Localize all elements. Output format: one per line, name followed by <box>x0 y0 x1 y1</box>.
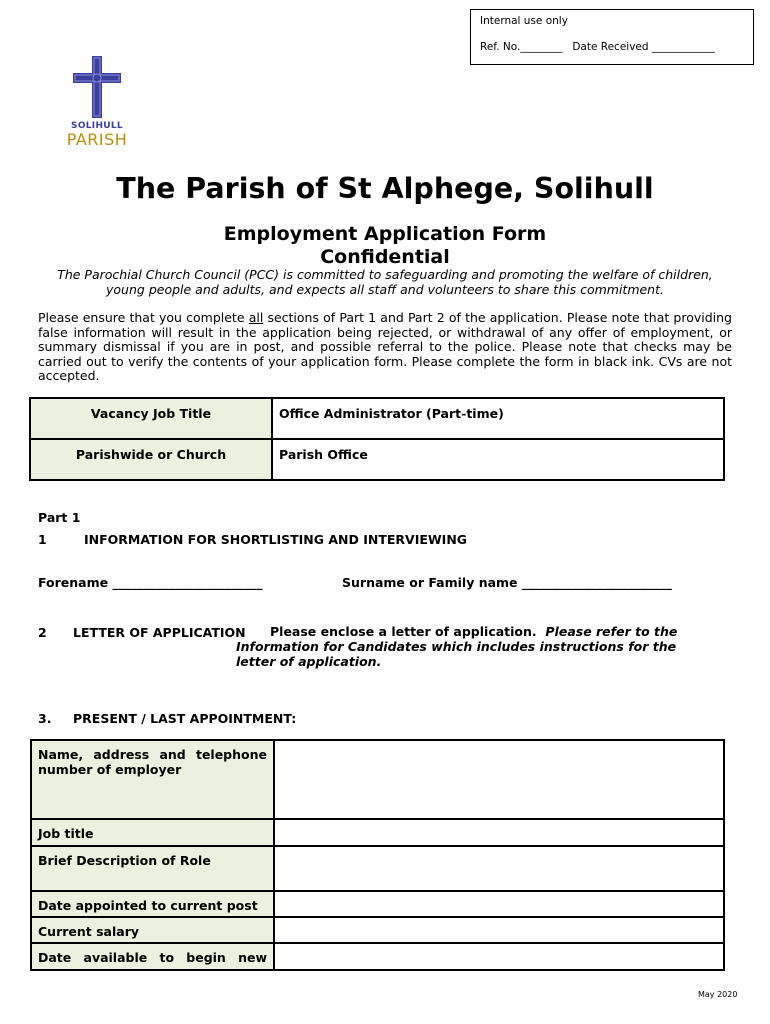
cross-icon <box>64 54 130 120</box>
table-row <box>31 846 724 891</box>
surname-field[interactable]: Surname or Family name ________________________ <box>342 575 672 590</box>
intro-paragraph <box>38 311 732 384</box>
intro-before: Please ensure that you complete <box>38 310 249 325</box>
employer-label: Name, address and telephone number of employer <box>31 740 274 819</box>
table-row <box>31 740 724 819</box>
section2-number: 2 <box>38 625 47 640</box>
current-salary-label: Current salary <box>31 917 274 943</box>
section2-title: LETTER OF APPLICATION <box>73 625 246 640</box>
logo-solihull-text: SOLIHULL <box>71 121 123 131</box>
table-row <box>30 439 724 480</box>
date-appointed-label: Date appointed to current post <box>31 891 274 917</box>
vacancy-job-title-label: Vacancy Job Title <box>30 398 272 439</box>
commitment-statement <box>30 267 740 297</box>
part1-label: Part 1 <box>38 510 81 525</box>
table-row <box>31 943 724 970</box>
internal-use-box <box>470 9 754 65</box>
table-row <box>31 819 724 846</box>
job-title-label: Job title <box>31 819 274 846</box>
section1-title: INFORMATION FOR SHORTLISTING AND INTERVIEWING <box>84 532 468 547</box>
ref-no-field[interactable]: Ref. No.________ <box>480 41 563 53</box>
form-title: Employment Application Form <box>223 223 547 245</box>
date-available-input[interactable] <box>274 943 724 970</box>
intro-underlined: all <box>248 310 264 325</box>
role-description-label: Brief Description of Role <box>31 846 274 891</box>
letter-instructions <box>236 624 706 669</box>
section1-number: 1 <box>38 532 47 547</box>
date-appointed-input[interactable] <box>274 891 724 917</box>
table-row <box>31 891 724 917</box>
date-available-label: Date available to begin new <box>31 943 274 970</box>
letter-instruction-text: Please enclose a letter of application. <box>270 624 537 639</box>
table-row <box>31 917 724 943</box>
parish-logo <box>64 54 136 150</box>
location-value[interactable]: Parish Office <box>272 439 724 480</box>
location-label: Parishwide or Church <box>30 439 272 480</box>
forename-field[interactable]: Forename ________________________ <box>38 575 263 590</box>
page-title: The Parish of St Alphege, Solihull <box>116 172 654 205</box>
internal-use-title: Internal use only <box>480 15 568 27</box>
section3-title: PRESENT / LAST APPOINTMENT: <box>73 711 297 726</box>
footer-date: May 2020 <box>698 990 738 999</box>
table-row <box>30 398 724 439</box>
letter-instruction-italic: Please refer to the Information for Candidates which includes instructions for the letter of application. <box>236 624 678 669</box>
internal-use-fields <box>480 41 715 53</box>
employer-input[interactable] <box>274 740 724 819</box>
section3-number: 3. <box>38 711 52 726</box>
vacancy-job-title-value[interactable]: Office Administrator (Part-time) <box>272 398 724 439</box>
commitment-line-2: young people and adults, and expects all staff and volunteers to share this commitment. <box>106 282 664 297</box>
appointment-table <box>30 739 725 971</box>
job-title-input[interactable] <box>274 819 724 846</box>
commitment-line-1: The Parochial Church Council (PCC) is committed to safeguarding and promoting the welfare of children, <box>57 267 713 282</box>
confidential-label: Confidential <box>320 246 450 268</box>
vacancy-table <box>29 397 725 481</box>
current-salary-input[interactable] <box>274 917 724 943</box>
role-description-input[interactable] <box>274 846 724 891</box>
logo-parish-text: PARISH <box>66 130 128 149</box>
intro-after: sections of Part 1 and Part 2 of the application. Please note that providing false information will result in the application being rejected, or withdrawal of any offer of employment, or summary dismissal if you are in post, and possible referral to the police. Please note that checks may be carried out to verify the contents of your application form. Please complete the form in black ink. CVs are not accepted. <box>38 310 732 383</box>
date-received-field[interactable]: Date Received ____________ <box>572 41 715 53</box>
